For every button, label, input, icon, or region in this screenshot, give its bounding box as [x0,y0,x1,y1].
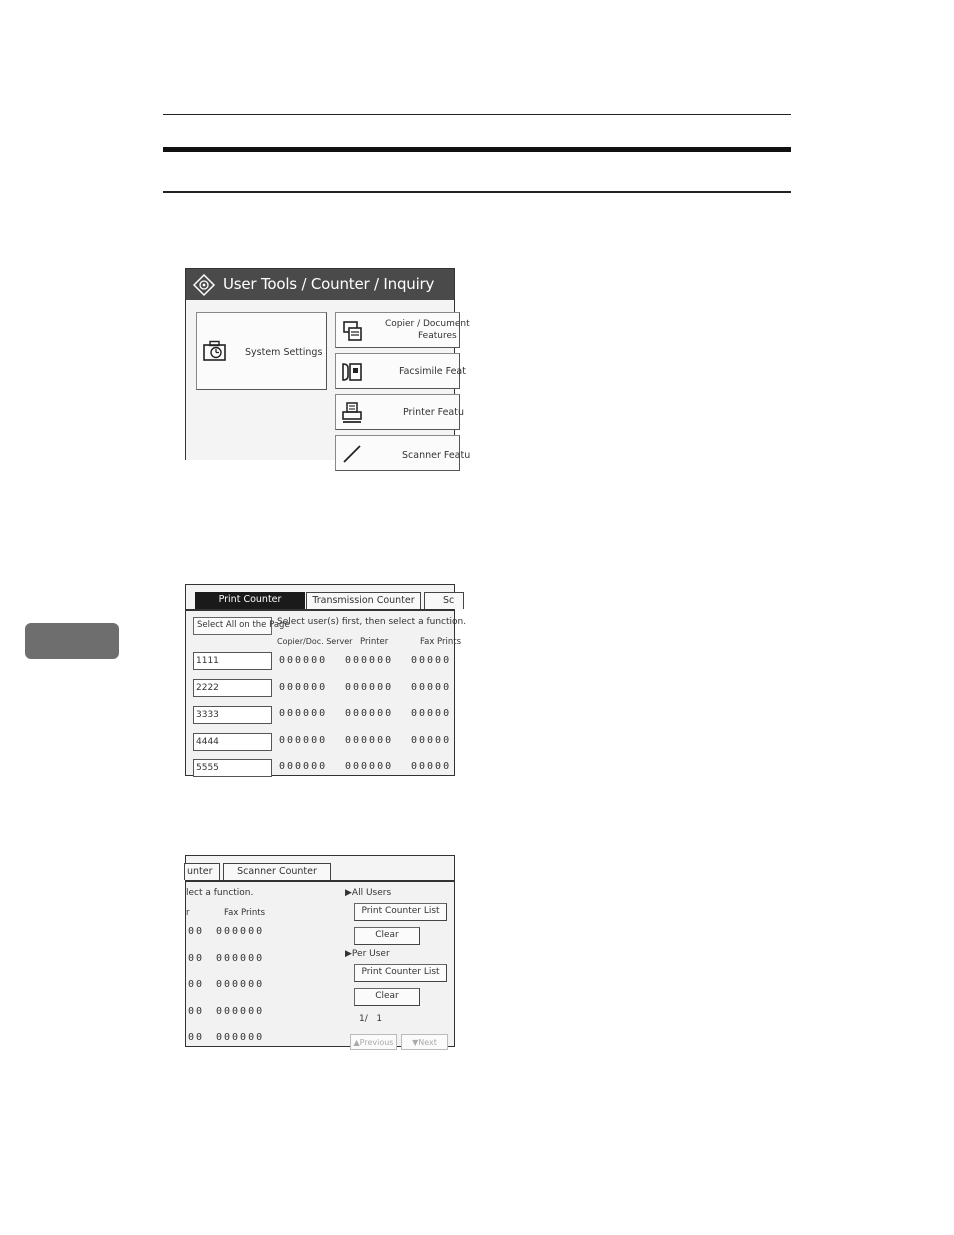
column-printer: Printer [360,637,389,647]
next-page-button[interactable]: ▼Next [401,1034,448,1050]
tab-transmission-counter[interactable]: Transmission Counter [306,592,421,609]
section-rule [163,191,791,193]
tab-scanner-counter[interactable]: Scanner Counter [223,863,331,880]
facsimile-features-button[interactable] [335,353,466,389]
row5-fax-count: 000000 [216,1032,265,1043]
row4-fax-count: 00000 [411,735,452,746]
row3-fax-count: 000000 [216,979,265,990]
user-button-1111[interactable]: 1111 [193,652,272,670]
row1-fax-count: 000000 [216,926,265,937]
clear-all-users-button[interactable]: Clear [354,927,420,945]
row3-copier-count: 000000 [279,708,328,719]
screenshot-user-tools [185,268,471,461]
screenshot-counter-per-user [185,584,467,776]
user-button-5555[interactable]: 5555 [193,759,272,777]
row1-printer-partial: 00 [188,926,205,937]
row2-printer-partial: 00 [188,953,205,964]
row1-fax-count: 00000 [411,655,452,666]
column-printer-partial: r [186,908,190,918]
row5-printer-count: 000000 [345,761,394,772]
all-users-label: ▶All Users [345,888,392,898]
printer-features-label: Printer Featu [403,407,464,418]
row4-printer-count: 000000 [345,735,394,746]
top-rule [163,114,791,115]
counter-tabbar-right [186,856,454,882]
row3-fax-count: 00000 [411,708,452,719]
scanner-features-button[interactable] [335,435,471,471]
row4-printer-partial: 00 [188,1006,205,1017]
facsimile-features-label: Facsimile Feat [399,366,466,377]
counter-tabbar [186,585,454,611]
tab-print-counter[interactable]: Print Counter [195,592,305,609]
copier-features-button[interactable] [335,312,470,348]
user-button-3333[interactable]: 3333 [193,706,272,724]
screenshot-counter-functions [185,855,455,1047]
row2-fax-count: 000000 [216,953,265,964]
row4-copier-count: 000000 [279,735,328,746]
user-tools-body [186,300,471,461]
select-all-on-page-button[interactable]: Select All on the Page [193,617,272,635]
copier-icon [340,319,364,343]
copier-features-label-line2: Features [418,331,457,341]
per-user-label: ▶Per User [345,949,390,959]
row5-printer-partial: 00 [188,1032,205,1043]
scanner-icon [340,442,364,466]
user-tools-title: User Tools / Counter / Inquiry [223,275,435,293]
printer-features-button[interactable] [335,394,464,430]
user-button-4444[interactable]: 4444 [193,733,272,751]
clear-per-user-button[interactable]: Clear [354,988,420,1006]
scanner-features-label: Scanner Featu [402,450,471,461]
user-tools-header [186,269,454,300]
print-counter-list-all-users-button[interactable]: Print Counter List [354,903,447,921]
row3-printer-partial: 00 [188,979,205,990]
user-button-2222[interactable]: 2222 [193,679,272,697]
system-settings-icon [202,340,228,362]
tab-scanner-counter-partial[interactable]: Sc [424,592,464,609]
column-fax-prints: Fax Prints [420,637,462,647]
column-fax-prints: Fax Prints [224,908,266,918]
copier-features-label-line1: Copier / Document [385,319,470,329]
row1-printer-count: 000000 [345,655,394,666]
instruction-text-partial: lect a function. [186,888,254,898]
tab-transmission-counter-partial[interactable]: unter [184,863,220,880]
row3-printer-count: 000000 [345,708,394,719]
row2-copier-count: 000000 [279,682,328,693]
print-counter-list-per-user-button[interactable]: Print Counter List [354,964,447,982]
system-settings-button[interactable] [196,312,327,390]
printer-icon [340,401,364,425]
chapter-side-tab [25,623,119,659]
system-settings-label: System Settings [245,347,323,358]
user-tools-logo-icon [193,274,215,296]
facsimile-icon [340,360,364,384]
row5-copier-count: 000000 [279,761,328,772]
page-indicator: 1/ 1 [359,1014,383,1024]
row2-printer-count: 000000 [345,682,394,693]
section-rule-thick [163,147,791,152]
row5-fax-count: 00000 [411,761,452,772]
row4-fax-count: 000000 [216,1006,265,1017]
previous-page-button[interactable]: ▲Previous [350,1034,397,1050]
row2-fax-count: 00000 [411,682,452,693]
row1-copier-count: 000000 [279,655,328,666]
instruction-text: Select user(s) first, then select a function. [277,617,467,627]
column-copier-doc-server: Copier/Doc. Server [277,637,353,646]
